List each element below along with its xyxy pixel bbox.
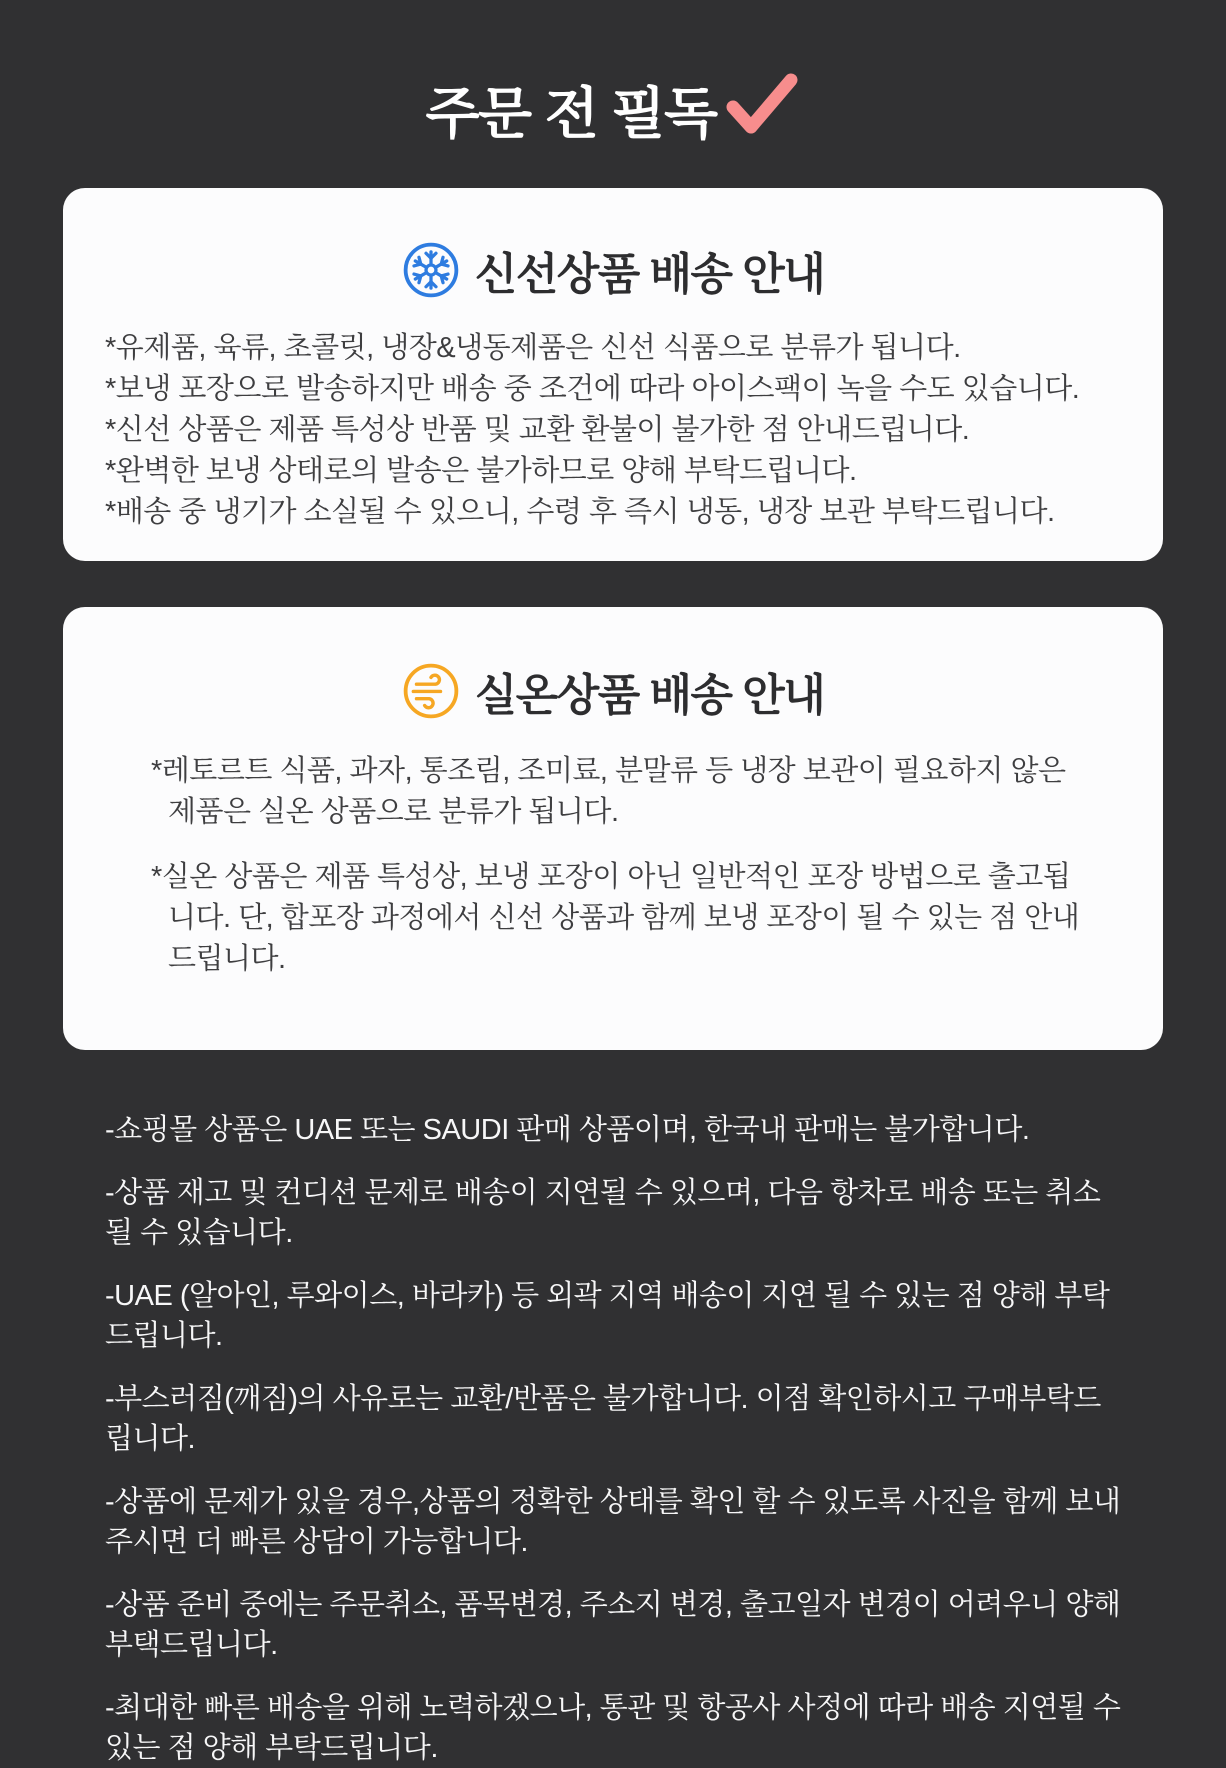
room-card-body [105, 751, 1086, 980]
fresh-card-title: 신선상품 배송 안내 [474, 250, 825, 299]
fresh-card-header [105, 238, 1121, 302]
wind-icon [402, 662, 460, 720]
note-item: -상품에 문제가 있을 경우,상품의 정확한 상태를 확인 할 수 있도록 사진을 함께 보내주시면 더 빠른 상담이 가능합니다. [105, 1486, 1121, 1558]
room-temp-products-card [63, 607, 1163, 1050]
note-item: -상품 재고 및 컨디션 문제로 배송이 지연될 수 있으며, 다음 항차로 배송 또는 취소될 수 있습니다. [105, 1177, 1101, 1249]
note-item: -쇼핑몰 상품은 UAE 또는 SAUDI 판매 상품이며, 한국내 판매는 불가합니다. [105, 1114, 1030, 1146]
fresh-line: *보냉 포장으로 발송하지만 배송 중 조건에 따라 아이스팩이 녹을 수도 있습니다. [105, 373, 1080, 405]
fresh-line: *신선 상품은 제품 특성상 반품 및 교환 환불이 불가한 점 안내드립니다. [105, 414, 970, 446]
checkmark-icon [723, 71, 801, 137]
note-item: -UAE (알아인, 루와이스, 바라카) 등 외곽 지역 배송이 지연 될 수 있는 점 양해 부탁드립니다. [105, 1280, 1110, 1352]
room-card-header [105, 659, 1121, 723]
note-item: -부스러짐(깨짐)의 사유로는 교환/반품은 불가합니다. 이점 확인하시고 구매부탁드립니다. [105, 1383, 1101, 1455]
room-card-title: 실온상품 배송 안내 [474, 671, 825, 720]
note-item: -최대한 빠른 배송을 위해 노력하겠으나, 통관 및 항공사 사정에 따라 배송 지연될 수 있는 점 양해 부탁드립니다. [105, 1692, 1121, 1764]
room-paragraph: *실온 상품은 제품 특성상, 보냉 포장이 아닌 일반적인 포장 방법으로 출고됩니다. 단, 합포장 과정에서 신선 상품과 함께 보냉 포장이 될 수 있는 점 안내드립니다. [151, 861, 1080, 975]
page-title-text: 주문 전 필독 [425, 82, 717, 145]
page-title [0, 0, 1226, 150]
room-paragraph: *레토르트 식품, 과자, 통조림, 조미료, 분말류 등 냉장 보관이 필요하지 않은 제품은 실온 상품으로 분류가 됩니다. [151, 755, 1066, 828]
note-item: -상품 준비 중에는 주문취소, 품목변경, 주소지 변경, 출고일자 변경이 어려우니 양해 부택드립니다. [105, 1589, 1121, 1661]
fresh-products-card [63, 188, 1163, 561]
snowflake-icon [402, 241, 460, 299]
fresh-line: *배송 중 냉기가 소실될 수 있으니, 수령 후 즉시 냉동, 냉장 보관 부탁드립니다. [105, 496, 1055, 528]
fresh-line: *완벽한 보냉 상태로의 발송은 불가하므로 양해 부탁드립니다. [105, 455, 857, 487]
fresh-line: *유제품, 육류, 초콜릿, 냉장&냉동제품은 신선 식품으로 분류가 됩니다. [105, 332, 961, 364]
fresh-card-body [105, 328, 1121, 533]
general-notes [0, 1110, 1226, 1768]
